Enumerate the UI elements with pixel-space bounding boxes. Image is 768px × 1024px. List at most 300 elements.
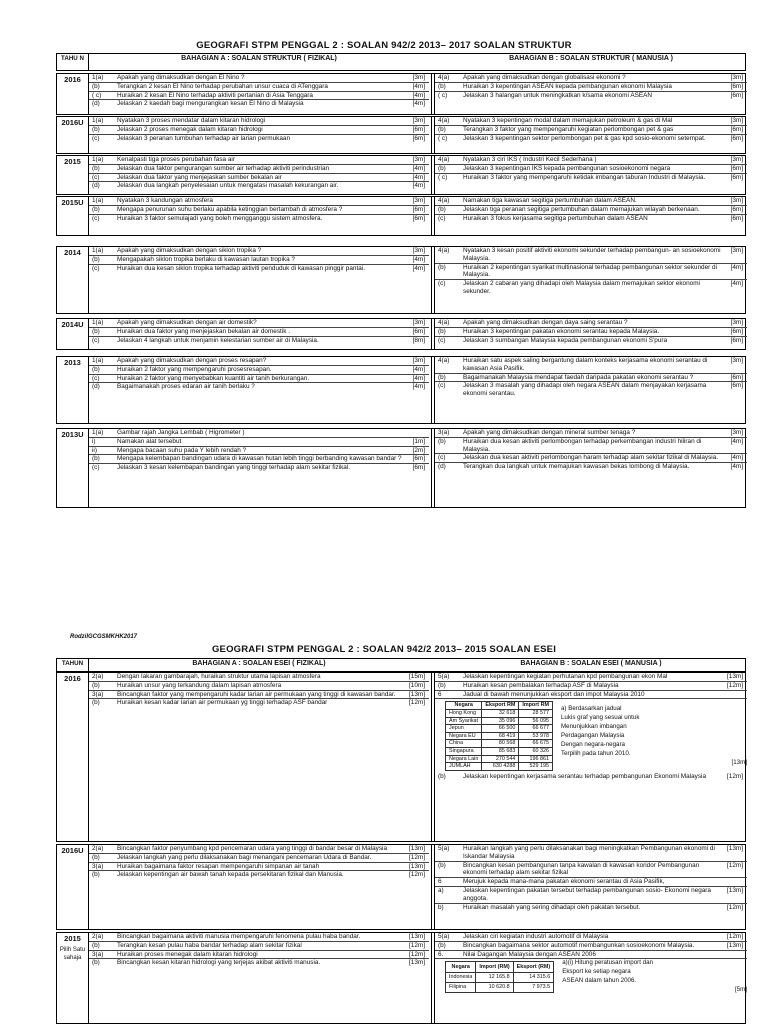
question-number: ii) bbox=[92, 446, 97, 454]
table-cell: 630 4288 bbox=[482, 763, 519, 771]
question-marks: [3m] bbox=[730, 197, 743, 204]
year-section bbox=[56, 73, 746, 115]
question-marks: [6m] bbox=[412, 464, 425, 472]
question-text: Huraikan 2 kepentingan syarikat multinasional terhadap pembangunan sektor sekunder di Malaysia. bbox=[463, 263, 718, 279]
question-marks: [6m] bbox=[412, 327, 425, 335]
question-text: Mengapa bacaan suhu pada Y lebih rendah ? bbox=[117, 446, 247, 454]
question-marks: [3m] bbox=[730, 357, 743, 364]
question-marks: [6m] bbox=[412, 214, 425, 222]
table-cell: 85 683 bbox=[482, 748, 519, 756]
question-number: ( c) bbox=[438, 173, 448, 181]
question-text: Jelaskan kepentingan kegiatan perhutanan kpd pembangunan ekon Mal bbox=[463, 673, 668, 680]
question-marks: [4m] bbox=[730, 463, 743, 471]
table-cell: 35 096 bbox=[482, 717, 519, 725]
question-row bbox=[435, 691, 747, 700]
question-row bbox=[435, 215, 747, 223]
instruction-line: [5m] bbox=[734, 986, 747, 994]
question-marks bbox=[405, 429, 429, 437]
question-marks bbox=[723, 951, 747, 959]
table-row bbox=[446, 972, 554, 982]
year-label: 2014U bbox=[61, 320, 84, 329]
question-text: Jelaskan 2 kaedah bagi mengurangkan kesan El Nino di Malaysia bbox=[117, 100, 304, 108]
question-marks: [4m] bbox=[412, 82, 425, 90]
table-cell: Jepun bbox=[446, 725, 482, 733]
bahagian-b-questions bbox=[435, 429, 747, 471]
bahagian-a-questions bbox=[89, 357, 429, 391]
question-marks: [4m] bbox=[730, 280, 743, 288]
question-text: Bagaimanakah Malaysia mendapat faedah daripada pakatan ekonomi serantau ? bbox=[463, 373, 694, 381]
question-row bbox=[435, 156, 747, 165]
bahagian-a-questions bbox=[89, 429, 429, 472]
question-number: 3(a) bbox=[92, 950, 104, 958]
table-cell: Negara Lain bbox=[446, 755, 482, 763]
question-marks: [13m] bbox=[727, 673, 743, 680]
table-cell: 529 195 bbox=[519, 763, 553, 771]
year-cell bbox=[57, 156, 89, 194]
asean-trade-block bbox=[435, 959, 747, 995]
question-text: Huraikan unsur yang terkandung dalam lapisan atmosfera bbox=[117, 681, 282, 689]
bahagian-b-questions bbox=[435, 156, 747, 182]
question-marks: [13m] bbox=[409, 845, 425, 852]
question-marks: [6m] bbox=[412, 205, 425, 213]
question-number: (d) bbox=[92, 383, 100, 391]
question-row bbox=[435, 382, 747, 398]
question-marks: [4m] bbox=[730, 454, 743, 462]
table-row bbox=[446, 983, 554, 993]
table-cell: 66 500 bbox=[482, 725, 519, 733]
question-row bbox=[89, 959, 429, 967]
question-marks: [12m] bbox=[727, 903, 743, 911]
instruction-line: Dengan negara-negara bbox=[560, 741, 625, 749]
question-number: 3(a) bbox=[92, 690, 104, 698]
question-text: Namakan tiga kawasan segitiga pertumbuhan dalam ASEAN. bbox=[463, 197, 637, 204]
question-marks: [3m] bbox=[412, 156, 425, 163]
table-row bbox=[446, 748, 553, 756]
question-number: (b) bbox=[438, 681, 446, 689]
question-number: 5(a) bbox=[438, 673, 450, 680]
question-text: Merujuk kepada mana-mana pakatan ekonomi serantau di Asia Pasifik, bbox=[463, 878, 665, 886]
question-number: 1(a) bbox=[92, 117, 104, 124]
table-row bbox=[446, 725, 553, 733]
question-number: (b) bbox=[92, 365, 100, 373]
question-row bbox=[89, 83, 429, 92]
question-text: Huraikan satu aspek saling bergantung dalam konteks kerjasama ekonomi serantau di kawasan Asia Pasifik. bbox=[463, 357, 708, 372]
question-number: (b) bbox=[438, 205, 446, 213]
question-number: 2(a) bbox=[92, 933, 104, 940]
table-cell: 32 618 bbox=[482, 710, 519, 718]
question-number: 4(a) bbox=[438, 156, 450, 163]
question-number: 2(a) bbox=[92, 845, 104, 852]
year-section bbox=[56, 246, 746, 314]
question-number: (b) bbox=[438, 125, 446, 133]
question-text: Jelaskan langkah yang perlu dilaksanakan bagi menangani pencemaran Udara di Bandar. bbox=[117, 853, 372, 861]
year-section bbox=[56, 116, 746, 154]
bahagian-a-questions bbox=[89, 247, 429, 273]
bahagian-a-questions bbox=[89, 74, 429, 108]
question-text: Huraikan proses menegak dalam kitaran hidrologi bbox=[117, 950, 258, 958]
question-marks bbox=[723, 691, 747, 699]
question-marks: [6m] bbox=[730, 134, 743, 142]
question-number: (b) bbox=[92, 255, 100, 263]
table-row bbox=[446, 740, 553, 748]
question-row bbox=[435, 206, 747, 215]
question-text: Apakah yang dimaksudkan dengan El Nino ? bbox=[117, 74, 245, 81]
question-number: 1(a) bbox=[92, 319, 104, 326]
question-number: 2(a) bbox=[92, 673, 104, 680]
question-row bbox=[89, 337, 429, 345]
question-number: ( c) bbox=[438, 91, 448, 99]
question-marks: [4m] bbox=[730, 437, 743, 445]
question-marks: [8m] bbox=[412, 336, 425, 344]
table-header-cell: Import (RM) bbox=[476, 962, 513, 972]
question-text: Dengan lakaran gambarajah, huraikan struktur utama lapisan atmosfera bbox=[117, 673, 321, 680]
question-row bbox=[435, 126, 747, 135]
question-marks: [13m] bbox=[727, 941, 743, 949]
question-number: (b) bbox=[92, 699, 100, 707]
question-row bbox=[89, 447, 429, 456]
table-cell: 10 620.8 bbox=[476, 983, 513, 993]
question-row bbox=[89, 74, 429, 83]
question-marks: [4m] bbox=[412, 255, 425, 263]
question-row bbox=[435, 264, 747, 281]
year-section bbox=[56, 356, 746, 424]
question-marks: [4m] bbox=[412, 264, 425, 272]
question-marks: [6m] bbox=[730, 214, 743, 222]
question-text: Huraikan masalah yang sering dihadapi oleh pakatan tersebut. bbox=[463, 903, 641, 911]
question-marks: [4m] bbox=[730, 263, 743, 271]
question-text: Jelaskan kepentingan pakatan tersebut terhadap pembangunan sosio- Ekonomi negara anggota. bbox=[463, 887, 711, 902]
question-row bbox=[435, 174, 747, 182]
question-row bbox=[435, 454, 747, 463]
year-section bbox=[56, 318, 746, 350]
table-cell: 80 568 bbox=[482, 740, 519, 748]
bottom-title: GEOGRAFI STPM PENGGAL 2 : SOALAN 942/2 2013– 2015 SOALAN ESEI bbox=[211, 644, 557, 655]
question-row bbox=[89, 682, 429, 691]
question-number: (d) bbox=[92, 100, 100, 108]
question-row bbox=[89, 673, 429, 682]
question-marks: [2m] bbox=[412, 446, 425, 454]
question-text: Jelaskan kepentingan kerjasama serantau terhadap pembangunan Ekonomi Malaysia bbox=[463, 772, 706, 780]
table-cell: 66 677 bbox=[519, 725, 553, 733]
year-cell bbox=[57, 117, 89, 153]
bahagian-b-questions bbox=[435, 117, 747, 143]
table-cell: 28 577 bbox=[519, 710, 553, 718]
question-row bbox=[435, 878, 747, 887]
question-text: Apakah yang dimaksudkan dengan air domestik? bbox=[117, 319, 257, 326]
question-row bbox=[435, 328, 747, 337]
question-marks: [3m] bbox=[412, 74, 425, 81]
question-marks: [6m] bbox=[730, 91, 743, 99]
question-marks: [13m] bbox=[727, 845, 743, 852]
year-section bbox=[56, 428, 746, 508]
question-row bbox=[89, 933, 429, 942]
question-marks: [3m] bbox=[730, 319, 743, 326]
question-number: (b) bbox=[92, 205, 100, 213]
question-number: (c) bbox=[438, 336, 446, 344]
question-number: ( c) bbox=[92, 91, 102, 99]
question-row bbox=[89, 464, 429, 472]
question-text: Nyatakan 3 kandungan atmosfera bbox=[117, 197, 213, 204]
question-number: (c) bbox=[438, 280, 446, 288]
question-row bbox=[435, 197, 747, 206]
question-marks: [12m] bbox=[727, 772, 743, 780]
table-cell: Indonesia bbox=[446, 972, 476, 982]
table-cell: Singapura bbox=[446, 748, 482, 756]
question-marks: [3m] bbox=[730, 117, 743, 124]
question-row bbox=[435, 357, 747, 374]
table-cell: 7 973.5 bbox=[513, 983, 554, 993]
question-number: (c) bbox=[92, 464, 100, 472]
question-text: Jadual di bawah menunjukkan eksport dan impot Malaysia 2010 bbox=[463, 690, 645, 698]
question-text: Terangkan 2 kesan El Nino terhadap perubahan unsur cuaca di ATenggara bbox=[117, 82, 328, 90]
question-row bbox=[89, 319, 429, 328]
question-text: Huraikan langkah yang perlu dilaksanakan bagi meningkatkan Pembangunan ekonomi di Iskandar Malaysia bbox=[463, 845, 715, 860]
question-row bbox=[435, 845, 747, 862]
table-cell: 14 315.6 bbox=[513, 972, 554, 982]
bahagian-b-questions bbox=[435, 673, 747, 781]
question-row bbox=[89, 100, 429, 108]
table-row bbox=[446, 732, 553, 740]
question-text: Nilai Dagangan Malaysia dengan ASEAN 2006 bbox=[463, 950, 596, 958]
question-row bbox=[89, 135, 429, 143]
question-marks: [3m] bbox=[730, 429, 743, 436]
question-marks: [3m] bbox=[412, 357, 425, 364]
question-row bbox=[89, 247, 429, 256]
question-text: Apakah yang dimaksudkan dengan daya saing serantau ? bbox=[463, 319, 628, 326]
question-row bbox=[435, 463, 747, 471]
question-row bbox=[89, 699, 429, 707]
question-text: Bincangkan faktor yang mempengaruhi kadar larian air permukaan yang tinggi di kawasan bandar. bbox=[117, 690, 396, 698]
table-cell: Am Syarikat bbox=[446, 717, 482, 725]
question-text: Jelaskan dua langkah penyelesaian untuk mengatasi masalah kekurangan air. bbox=[117, 182, 339, 190]
bahagian-b-header: BAHAGIAN B : SOALAN STRUKTUR ( MANUSIA ) bbox=[509, 55, 673, 62]
question-text: Huraikan 2 faktor yang mempengaruhi prosesresapan. bbox=[117, 365, 272, 373]
question-number: 6 bbox=[438, 878, 442, 886]
year-section bbox=[56, 672, 746, 842]
question-text: Huraikan kesan kadar larian air permukaan yg tinggi terhadap ASF bandar bbox=[117, 699, 328, 707]
question-number: a) bbox=[438, 887, 444, 895]
bahagian-a-questions bbox=[89, 933, 429, 967]
question-number: b) bbox=[438, 903, 444, 911]
question-text: Huraikan kesan pembalakan terhadap ASF di Malaysia bbox=[463, 681, 619, 689]
question-number: (b) bbox=[438, 82, 446, 90]
year-cell bbox=[57, 74, 89, 114]
question-marks: [12m] bbox=[409, 941, 425, 949]
question-number: (b) bbox=[438, 941, 446, 949]
question-row bbox=[89, 863, 429, 872]
question-number: 3(a) bbox=[92, 862, 104, 870]
question-number: 6. bbox=[438, 950, 444, 958]
question-marks: [13m] bbox=[409, 933, 425, 940]
question-row bbox=[89, 691, 429, 700]
question-marks: [6m] bbox=[730, 125, 743, 133]
question-marks: [12m] bbox=[727, 933, 743, 940]
question-text: Jelaskan 3 masalah yang dihadapi oleh negara ASEAN dalam menjayakan kerjasama ekonomi serantau. bbox=[463, 382, 707, 398]
year-label: 2013 bbox=[64, 358, 81, 367]
question-row bbox=[89, 854, 429, 863]
question-text: Jelaskan tiga peranan segitiga pertumbuhan dalam memajukan wilayah berkenaan. bbox=[463, 205, 700, 213]
question-row bbox=[89, 206, 429, 215]
question-marks: [12m] bbox=[409, 950, 425, 958]
question-row bbox=[435, 887, 747, 904]
question-row bbox=[89, 265, 429, 273]
question-row bbox=[435, 429, 747, 438]
top-table-header bbox=[56, 53, 746, 71]
question-text: Jelaskan dua faktor yang menjejaskan sumber bekalan air bbox=[117, 173, 282, 181]
question-marks: [12m] bbox=[409, 871, 425, 879]
year-cell bbox=[57, 933, 89, 1023]
table-cell: 12 165.8 bbox=[476, 972, 513, 982]
question-text: Jelaskan 3 peranan tumbuhan terhadap air larian permukaan bbox=[117, 134, 291, 142]
question-text: Huraikan dua faktor yang menjejaskan bekalan air domestik . bbox=[117, 327, 290, 335]
question-text: Jelaskan 2 proses menegak dalam kitaran hidrologi bbox=[117, 125, 263, 133]
question-marks: [3m] bbox=[412, 117, 425, 124]
question-marks: [13m] bbox=[409, 690, 425, 698]
question-number: (c) bbox=[92, 264, 100, 272]
question-number: ( c) bbox=[438, 134, 448, 142]
question-number: (c) bbox=[92, 374, 100, 382]
question-number: (b) bbox=[92, 941, 100, 949]
question-number: (c) bbox=[92, 214, 100, 222]
question-number: (b) bbox=[438, 373, 446, 381]
question-row bbox=[435, 319, 747, 328]
table-row bbox=[446, 763, 553, 771]
question-marks: [12m] bbox=[727, 861, 743, 869]
question-number: (b) bbox=[92, 959, 100, 967]
table-header-cell: Negara bbox=[446, 962, 476, 972]
question-row bbox=[435, 438, 747, 455]
question-text: Jelaskan dua kesan aktiviti perlombongan haram terhadap alam sekitar fizikal di Malaysia. bbox=[463, 454, 719, 462]
question-row bbox=[89, 951, 429, 960]
question-number: (b) bbox=[92, 871, 100, 879]
question-marks: [13m] bbox=[409, 959, 425, 967]
question-number: (c) bbox=[92, 336, 100, 344]
year-cell bbox=[57, 673, 89, 841]
question-number: (b) bbox=[92, 681, 100, 689]
bahagian-b-questions bbox=[435, 319, 747, 345]
question-marks bbox=[723, 878, 747, 886]
instruction-line: Lukis graf yang sesuai untuk bbox=[560, 714, 640, 722]
question-text: Nyatakan 3 kesan positif aktiviti ekonomi sekunder terhadap pembangun- an sosioekonomi Malaysia. bbox=[463, 247, 721, 262]
table-cell: 60 326 bbox=[519, 748, 553, 756]
bahagian-b-questions bbox=[435, 74, 747, 100]
question-marks: [6m] bbox=[730, 382, 743, 390]
question-marks: [10m] bbox=[409, 681, 425, 689]
table-header-cell: Negara bbox=[446, 702, 482, 710]
question-number: (b) bbox=[438, 772, 446, 780]
year-cell bbox=[57, 429, 89, 507]
question-number: (d) bbox=[438, 463, 446, 471]
question-number: (b) bbox=[92, 82, 100, 90]
question-number: (b) bbox=[92, 164, 100, 172]
question-text: Mengapa penurunan suhu berlaku apabila ketinggian bertambah di atmosfera ? bbox=[117, 205, 343, 213]
question-text: Bincangkan bagaimana sektor automotif membangunkan sosioekonomi Malaysia. bbox=[463, 941, 695, 949]
bottom-table-header bbox=[56, 658, 746, 672]
question-row bbox=[89, 328, 429, 337]
year-section bbox=[56, 196, 746, 236]
question-marks: [12m] bbox=[409, 853, 425, 861]
question-text: Huraikan 2 kesan El Nino terhadap aktiviti pertanian di Asia Tenggara bbox=[117, 91, 313, 99]
table-cell: Hong Kong bbox=[446, 710, 482, 718]
question-row bbox=[89, 92, 429, 101]
question-text: Apakah yang dimaksudkan dengan globalisasi ekonomi ? bbox=[463, 74, 626, 81]
bahagian-a-questions bbox=[89, 156, 429, 190]
question-text: Huraikan 3 faktor yang mempengaruhi ketidak imbangan taburan Industri di Malaysia. bbox=[463, 173, 706, 181]
question-marks: [4m] bbox=[412, 100, 425, 108]
question-number: i) bbox=[92, 437, 96, 445]
question-row bbox=[435, 682, 747, 691]
question-text: Huraikan 3 kepentingan ASEAN kepada pembangunan ekonomi Malaysia bbox=[463, 82, 672, 90]
question-marks: [3m] bbox=[412, 197, 425, 204]
question-marks: [6m] bbox=[412, 134, 425, 142]
question-number: 1(a) bbox=[92, 156, 104, 163]
question-text: Namakan alat tersebut bbox=[117, 437, 182, 445]
table-cell: 66 675 bbox=[519, 740, 553, 748]
question-marks: [3m] bbox=[730, 74, 743, 81]
export-import-table bbox=[445, 701, 553, 770]
table-cell: China bbox=[446, 740, 482, 748]
table-header-cell: Eksport (RM) bbox=[513, 962, 554, 972]
question-marks: [4m] bbox=[412, 374, 425, 382]
question-text: Huraikan 3 kepentingan pakatan ekonomi serantau kepada Malaysia. bbox=[463, 327, 660, 335]
year-cell bbox=[57, 319, 89, 349]
question-number: 3(a) bbox=[438, 429, 450, 436]
question-marks: [4m] bbox=[412, 182, 425, 190]
instruction-line: a)(i) Hitung peratusan import dan bbox=[562, 959, 653, 967]
table-cell: Filipina bbox=[446, 983, 476, 993]
question-marks: [12m] bbox=[727, 681, 743, 689]
question-marks: [1m] bbox=[412, 437, 425, 445]
question-text: Bincangkan kesan kitaran hidrologi yang terjejas akibat aktiviti manusia. bbox=[117, 959, 321, 967]
question-marks: [6m] bbox=[730, 164, 743, 172]
question-number: (b) bbox=[92, 853, 100, 861]
question-text: Bincangkan kesan pembangunan tanpa kawalan di kawasan koridor Pembangunan ekonomi terhadap alam sekitar fizikal bbox=[463, 861, 700, 877]
question-row bbox=[89, 366, 429, 375]
question-marks: [15m] bbox=[409, 673, 425, 680]
question-row bbox=[435, 247, 747, 264]
bahagian-a-questions bbox=[89, 673, 429, 707]
year-section bbox=[56, 932, 746, 1024]
question-text: Jelaskan dua faktor pengurangan sumber air terhadap aktiviti perindustrian bbox=[117, 164, 330, 172]
question-text: Nyatakan 3 ciri IKS ( Industri Kecil Sederhana ) bbox=[463, 156, 597, 163]
question-text: Kenalpasti tiga proses perubahan fasa air bbox=[117, 156, 235, 163]
table-cell: 270 544 bbox=[482, 755, 519, 763]
year-label: 2014 bbox=[64, 248, 81, 257]
table-cell: 68 419 bbox=[482, 732, 519, 740]
question-row bbox=[435, 951, 747, 960]
year-label: 2015 bbox=[64, 934, 81, 943]
question-marks: [6m] bbox=[730, 82, 743, 90]
question-row bbox=[89, 845, 429, 854]
question-marks: [6m] bbox=[730, 373, 743, 381]
question-text: Mengapakah siklon tropika berlaku di kawasan lautan tropika ? bbox=[117, 255, 295, 263]
table-header-cell: Eksport RM bbox=[482, 702, 519, 710]
question-number: 1(a) bbox=[92, 74, 104, 81]
question-number: (b) bbox=[438, 861, 446, 869]
question-marks: [3m] bbox=[412, 319, 425, 326]
table-cell: 196 861 bbox=[519, 755, 553, 763]
question-marks: [3m] bbox=[730, 156, 743, 163]
question-row bbox=[435, 74, 747, 83]
question-marks: [6m] bbox=[412, 125, 425, 133]
question-number: (c) bbox=[438, 214, 446, 222]
question-text: Mengapa kelembapan bandingan udara di kawasan hutan lebih tinggi berbanding kawasan bandar ? bbox=[117, 455, 402, 463]
question-text: Jelaskan 2 cabaran yang dihadapi oleh Malaysia dalam memajukan sektor ekonomi sekunder. bbox=[463, 280, 700, 296]
question-number: (c) bbox=[92, 134, 100, 142]
question-row bbox=[435, 135, 747, 143]
question-row bbox=[89, 438, 429, 447]
question-number: (b) bbox=[438, 263, 446, 271]
